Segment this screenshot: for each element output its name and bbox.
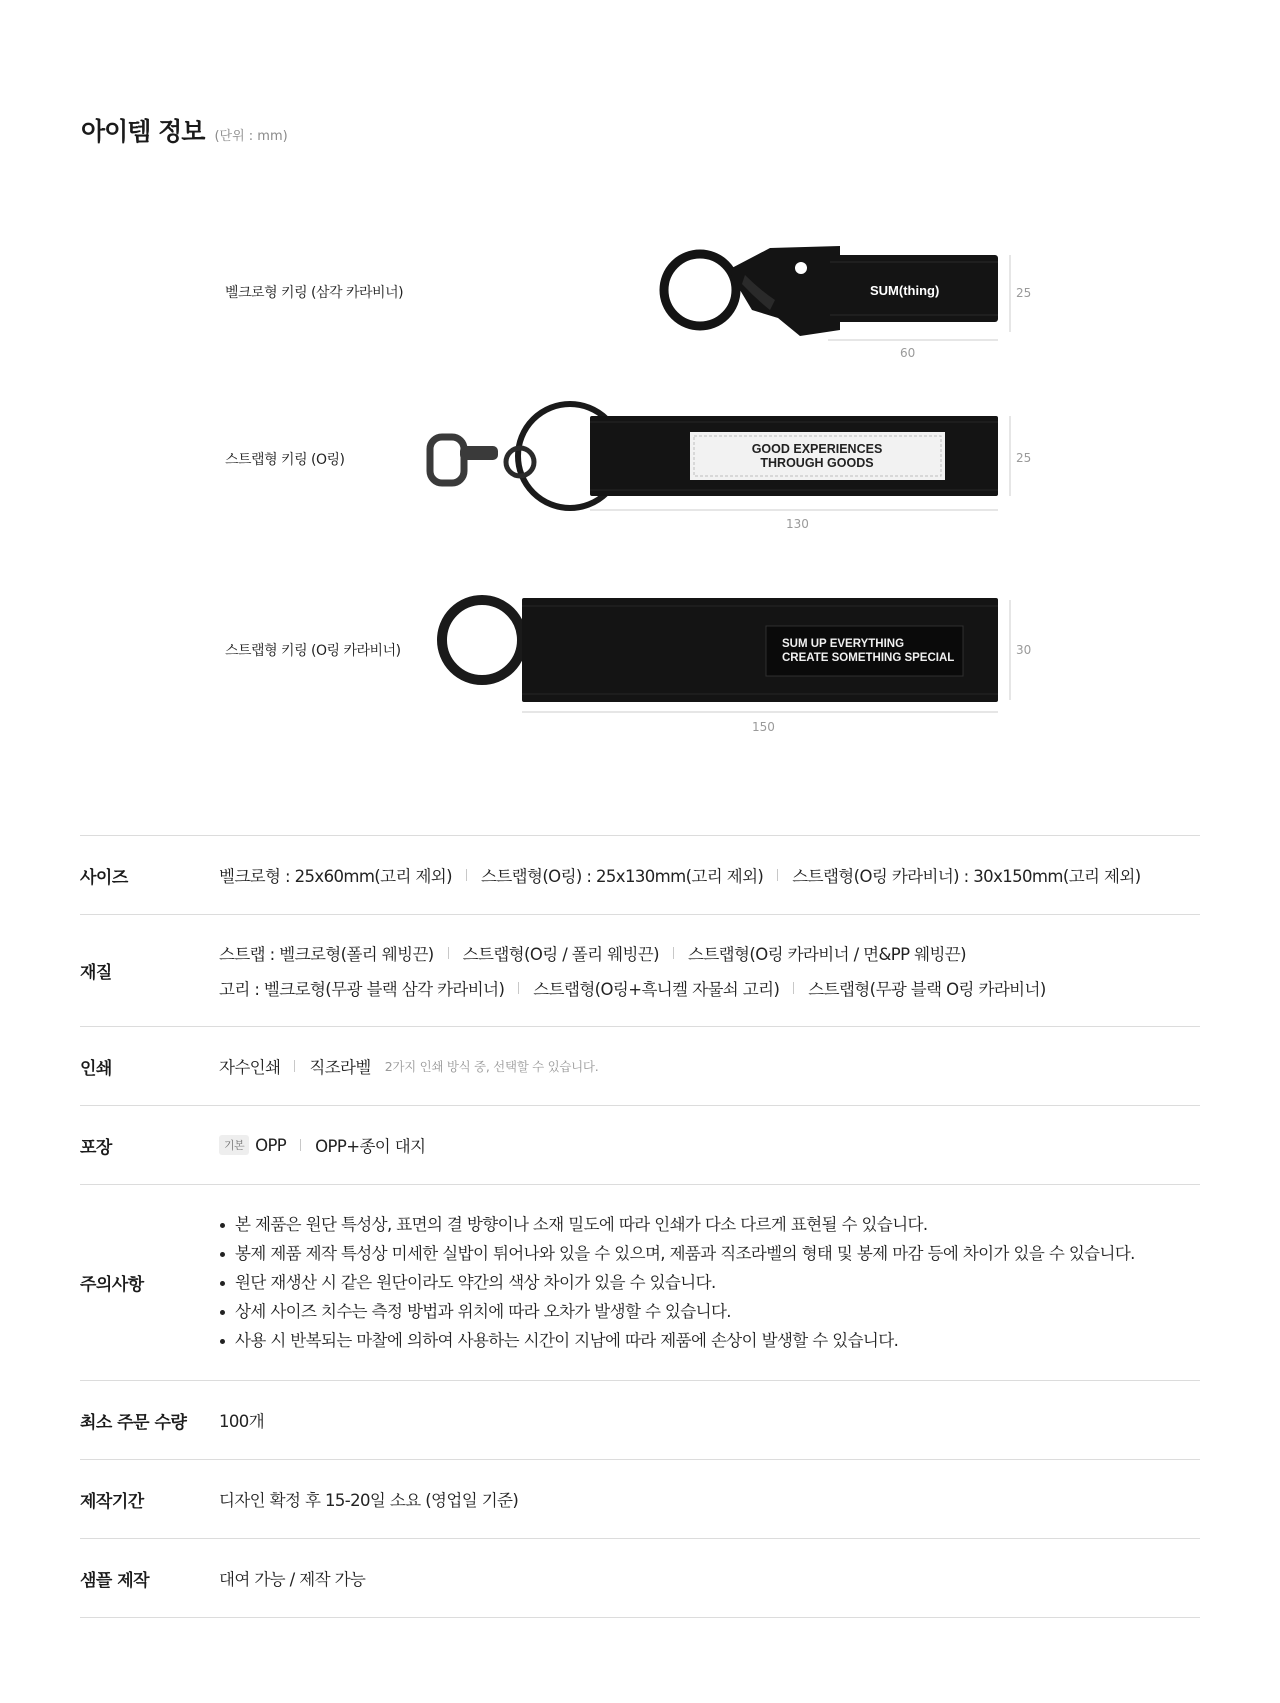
strap-carabiner-width-dim: 150 bbox=[752, 720, 775, 734]
item-label-velcro: 벨크로형 키링 (삼각 카라비너) bbox=[225, 285, 404, 301]
size-strap-carabiner: 스트랩형(O링 카라비너) : 30x150mm(고리 제외) bbox=[792, 867, 1141, 886]
strap-oring-patch-line-1: GOOD EXPERIENCES bbox=[751, 442, 883, 456]
strap-oring-keyring-image bbox=[430, 404, 998, 508]
spec-row-lead-time bbox=[80, 1460, 1200, 1539]
size-velcro: 벨크로형 : 25x60mm(고리 제외) bbox=[219, 867, 452, 886]
material-strap-oring: 스트랩형(O링 / 폴리 웨빙끈) bbox=[462, 945, 659, 964]
default-badge: 기본 bbox=[219, 1135, 249, 1155]
caution-item: 본 제품은 원단 특성상, 표면의 결 방향이나 소재 밀도에 따라 인쇄가 다소 다르게 표현될 수 있습니다. bbox=[219, 1210, 1200, 1239]
sample-value: 대여 가능 / 제작 가능 bbox=[219, 1570, 366, 1589]
strap-carabiner-patch-line-1: SUM UP EVERYTHING bbox=[782, 638, 905, 650]
velcro-width-dim: 60 bbox=[900, 346, 916, 360]
strap-carabiner-height-dim: 30 bbox=[1016, 643, 1032, 657]
spec-label: 사이즈 bbox=[80, 867, 128, 888]
material-strap-velcro: 스트랩 : 벨크로형(폴리 웨빙끈) bbox=[219, 945, 434, 964]
separator bbox=[793, 982, 794, 994]
item-label-strap-carabiner: 스트랩형 키링 (O링 카라비너) bbox=[225, 643, 401, 659]
strap-oring-patch-line-2: THROUGH GOODS bbox=[760, 456, 874, 470]
spec-table bbox=[80, 835, 1200, 1618]
separator bbox=[448, 947, 449, 959]
spec-label: 샘플 제작 bbox=[80, 1570, 150, 1591]
material-strap-carabiner: 스트랩형(O링 카라비너 / 면&PP 웨빙끈) bbox=[688, 945, 966, 964]
spec-row-caution bbox=[80, 1185, 1200, 1381]
spec-row-packaging bbox=[80, 1106, 1200, 1185]
velcro-height-dim: 25 bbox=[1016, 286, 1032, 300]
size-strap-oring: 스트랩형(O링) : 25x130mm(고리 제외) bbox=[480, 867, 764, 886]
strap-carabiner-patch-line-2: CREATE SOMETHING SPECIAL bbox=[782, 652, 955, 664]
print-option-embroidery: 자수인쇄 bbox=[219, 1058, 281, 1077]
spec-label: 인쇄 bbox=[80, 1058, 112, 1079]
velcro-patch-text: SUM(thing) bbox=[870, 283, 940, 298]
material-hook-velcro: 고리 : 벨크로형(무광 블랙 삼각 카라비너) bbox=[219, 980, 505, 999]
separator bbox=[466, 869, 467, 881]
separator bbox=[294, 1060, 295, 1072]
spec-row-moq bbox=[80, 1381, 1200, 1460]
separator bbox=[777, 869, 778, 881]
strap-oring-height-dim: 25 bbox=[1016, 451, 1032, 465]
packaging-opp: OPP bbox=[255, 1135, 287, 1155]
separator bbox=[300, 1139, 301, 1151]
spec-label: 재질 bbox=[80, 963, 112, 983]
spec-row-size bbox=[80, 836, 1200, 915]
spec-label: 최소 주문 수량 bbox=[80, 1412, 187, 1433]
strap-oring-width-dim: 130 bbox=[786, 517, 809, 531]
moq-value: 100개 bbox=[219, 1412, 265, 1431]
caution-item: 사용 시 반복되는 마찰에 의하여 사용하는 시간이 지남에 따라 제품에 손상이 발생할 수 있습니다. bbox=[219, 1326, 1200, 1355]
print-option-woven-label: 직조라벨 bbox=[309, 1058, 371, 1077]
velcro-keyring-image bbox=[664, 246, 998, 336]
print-note: 2가지 인쇄 방식 중, 선택할 수 있습니다. bbox=[384, 1059, 599, 1074]
strap-carabiner-keyring-image bbox=[442, 598, 998, 702]
section-title: 아이템 정보 bbox=[81, 117, 205, 146]
material-hook-carabiner: 스트랩형(무광 블랙 O링 카라비너) bbox=[808, 980, 1046, 999]
packaging-opp-paper: OPP+종이 대지 bbox=[315, 1137, 426, 1156]
spec-row-material bbox=[80, 915, 1200, 1027]
material-hook-oring: 스트랩형(O링+흑니켈 자물쇠 고리) bbox=[533, 980, 780, 999]
caution-list bbox=[219, 1210, 1200, 1355]
product-illustrations bbox=[0, 0, 1280, 800]
spec-label: 제작기간 bbox=[80, 1491, 144, 1512]
spec-label: 포장 bbox=[80, 1137, 112, 1158]
spec-row-print bbox=[80, 1027, 1200, 1106]
spec-row-sample bbox=[80, 1539, 1200, 1618]
separator bbox=[518, 982, 519, 994]
spec-label: 주의사항 bbox=[80, 1275, 144, 1295]
lead-time-value: 디자인 확정 후 15-20일 소요 (영업일 기준) bbox=[219, 1491, 519, 1510]
caution-item: 봉제 제품 제작 특성상 미세한 실밥이 튀어나와 있을 수 있으며, 제품과 직조라벨의 형태 및 봉제 마감 등에 차이가 있을 수 있습니다. bbox=[219, 1239, 1200, 1268]
caution-item: 원단 재생산 시 같은 원단이라도 약간의 색상 차이가 있을 수 있습니다. bbox=[219, 1268, 1200, 1297]
item-label-strap-oring: 스트랩형 키링 (O링) bbox=[225, 452, 345, 468]
unit-note: (단위 : mm) bbox=[214, 129, 288, 144]
caution-item: 상세 사이즈 치수는 측정 방법과 위치에 따라 오차가 발생할 수 있습니다. bbox=[219, 1297, 1200, 1326]
separator bbox=[673, 947, 674, 959]
